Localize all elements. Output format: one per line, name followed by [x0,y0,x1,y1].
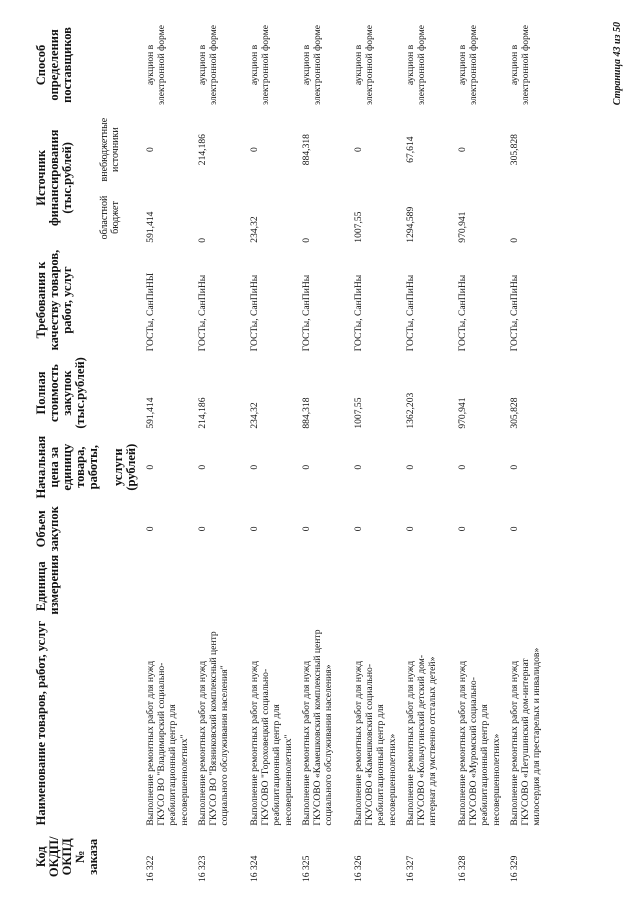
cell-regional: 0 [197,237,208,243]
cell-regional: 1007,55 [353,211,364,243]
table-row [352,20,404,885]
cell-code: 16 328 [457,855,468,882]
cell-volume: 0 [457,526,468,532]
header-requirements: Требования к качеству товаров, работ, услуг [34,249,74,351]
cell-extra: 305,828 [509,134,520,166]
table-row [196,20,248,885]
cell-name: Выполнение ремонтных работ для нужд ГКУСОВО «Петушинский дом-интернат милосердия для престарелых и инвалидов» [509,647,543,826]
cell-requirements: ГОСТы, СанПиНЫ [145,272,156,352]
cell-regional: 0 [301,237,312,243]
cell-extra: 0 [145,147,156,153]
cell-extra: 0 [457,147,468,153]
cell-total: 1362,203 [405,392,416,429]
cell-total: 884,318 [301,397,312,429]
header-unit: Единица измерения [34,554,61,615]
cell-price: 0 [457,464,468,470]
cell-method: аукцион в электронной форме [509,24,532,105]
header-volume: Объем закупок [34,506,61,552]
cell-method: аукцион в электронной форме [405,24,428,105]
cell-name: Выполнение ремонтных работ для нужд ГКУСОВО «Кольчугинский детский дом-интернат для умственно отсталых детей» [405,654,439,826]
table-row [456,20,508,885]
header-total: Полная стоимость закупок (тыс.рублей) [34,357,87,429]
cell-method: аукцион в электронной форме [197,24,220,105]
cell-requirements: ГОСТы, СанПиНы [457,274,468,352]
cell-unit [352,555,404,618]
table-row [248,20,300,885]
cell-unit [144,555,196,618]
cell-price: 0 [353,464,364,470]
cell-regional: 970,941 [457,211,468,243]
header-price-top: Начальная цена за единицу товара, работы, [34,435,100,499]
cell-price: 0 [197,464,208,470]
cell-regional: 0 [509,237,520,243]
cell-method: аукцион в электронной форме [457,24,480,105]
cell-total: 234,32 [249,402,260,429]
cell-requirements: ГОСТы, СанПиНы [353,274,364,352]
cell-code: 16 323 [197,855,208,882]
cell-regional: 234,32 [249,216,260,243]
cell-price: 0 [249,464,260,470]
cell-code: 16 322 [145,855,156,882]
cell-regional: 1294,589 [405,206,416,243]
procurement-table [34,20,560,885]
header-price [34,432,144,503]
cell-price: 0 [509,464,520,470]
header-code: Код ОКДП/ ОКПД № заказа [34,836,100,878]
cell-requirements: ГОСТы, СанПиНы [405,274,416,352]
cell-requirements: ГОСТы, СанПиНы [509,274,520,352]
cell-name: Выполнение ремонтных работ для нужд ГКУСО ВО "Вязниковский комплексный центр социального обслуживания населения" [197,631,231,826]
table-row [404,20,456,885]
cell-extra: 884,318 [301,134,312,166]
cell-method: аукцион в электронной форме [249,24,272,105]
cell-price: 0 [405,464,416,470]
cell-name: Выполнение ремонтных работ для нужд ГКУСОВО «Муромский социально-реабилитационный центр для несовершеннолетних» [457,660,502,826]
cell-requirements: ГОСТы, СанПиНы [197,274,208,352]
page-footer: Страница 43 из 50 [612,22,623,106]
cell-name: Выполнение ремонтных работ для нужд ГКУСО ВО "Владимирский социально-реабилитационный центр для несовершеннолетних" [145,660,190,826]
cell-code: 16 326 [353,855,364,882]
cell-price: 0 [301,464,312,470]
cell-requirements: ГОСТы, СанПиНы [249,274,260,352]
header-method: Способ определения поставщиков [34,27,74,103]
cell-volume: 0 [197,526,208,532]
cell-volume: 0 [405,526,416,532]
cell-code: 16 325 [301,855,312,882]
cell-unit [196,555,248,618]
cell-volume: 0 [353,526,364,532]
cell-code: 16 324 [249,855,260,882]
cell-unit [456,555,508,618]
cell-unit [404,555,456,618]
cell-unit [508,555,560,618]
cell-name: Выполнение ремонтных работ для нужд ГКУСОВО «Камешковский комплексный центр социального обслуживания населения» [301,629,335,826]
cell-regional: 591,414 [145,211,156,243]
table-row [508,20,560,885]
cell-method: аукцион в электронной форме [145,24,168,105]
cell-extra: 67,614 [405,136,416,163]
cell-total: 970,941 [457,397,468,429]
header-funding: Источник финансирования (тыс.рублей) [34,129,74,226]
cell-price: 0 [145,464,156,470]
cell-extra: 0 [249,147,260,153]
header-name: Наименование товаров, работ, услуг [34,620,48,826]
table-row [300,20,352,885]
table-row [144,20,196,885]
cell-total: 591,414 [145,397,156,429]
cell-total: 1007,55 [353,397,364,429]
cell-volume: 0 [301,526,312,532]
cell-total: 214,186 [197,397,208,429]
cell-method: аукцион в электронной форме [301,24,324,105]
cell-code: 16 327 [405,855,416,882]
cell-extra: 0 [353,147,364,153]
header-funding-extra: внебюджетные источники [98,117,121,182]
cell-requirements: ГОСТы, СанПиНы [301,274,312,352]
header-funding-regional: областной бюджет [98,195,121,240]
header-price-bottom: услуги (рублей) [111,443,138,491]
cell-method: аукцион в электронной форме [353,24,376,105]
cell-name: Выполнение ремонтных работ для нужд ГКУСОВО "Гороховецкий социально-реабилитационный центр для несовершеннолетних" [249,660,294,826]
cell-extra: 214,186 [197,134,208,166]
cell-total: 305,828 [509,397,520,429]
cell-volume: 0 [249,526,260,532]
cell-name: Выполнение ремонтных работ для нужд ГКУСОВО «Камешковский социально-реабилитационный центр для несовершеннолетних» [353,660,398,826]
cell-unit [300,555,352,618]
cell-volume: 0 [509,526,520,532]
cell-code: 16 329 [509,855,520,882]
cell-volume: 0 [145,526,156,532]
cell-unit [248,555,300,618]
